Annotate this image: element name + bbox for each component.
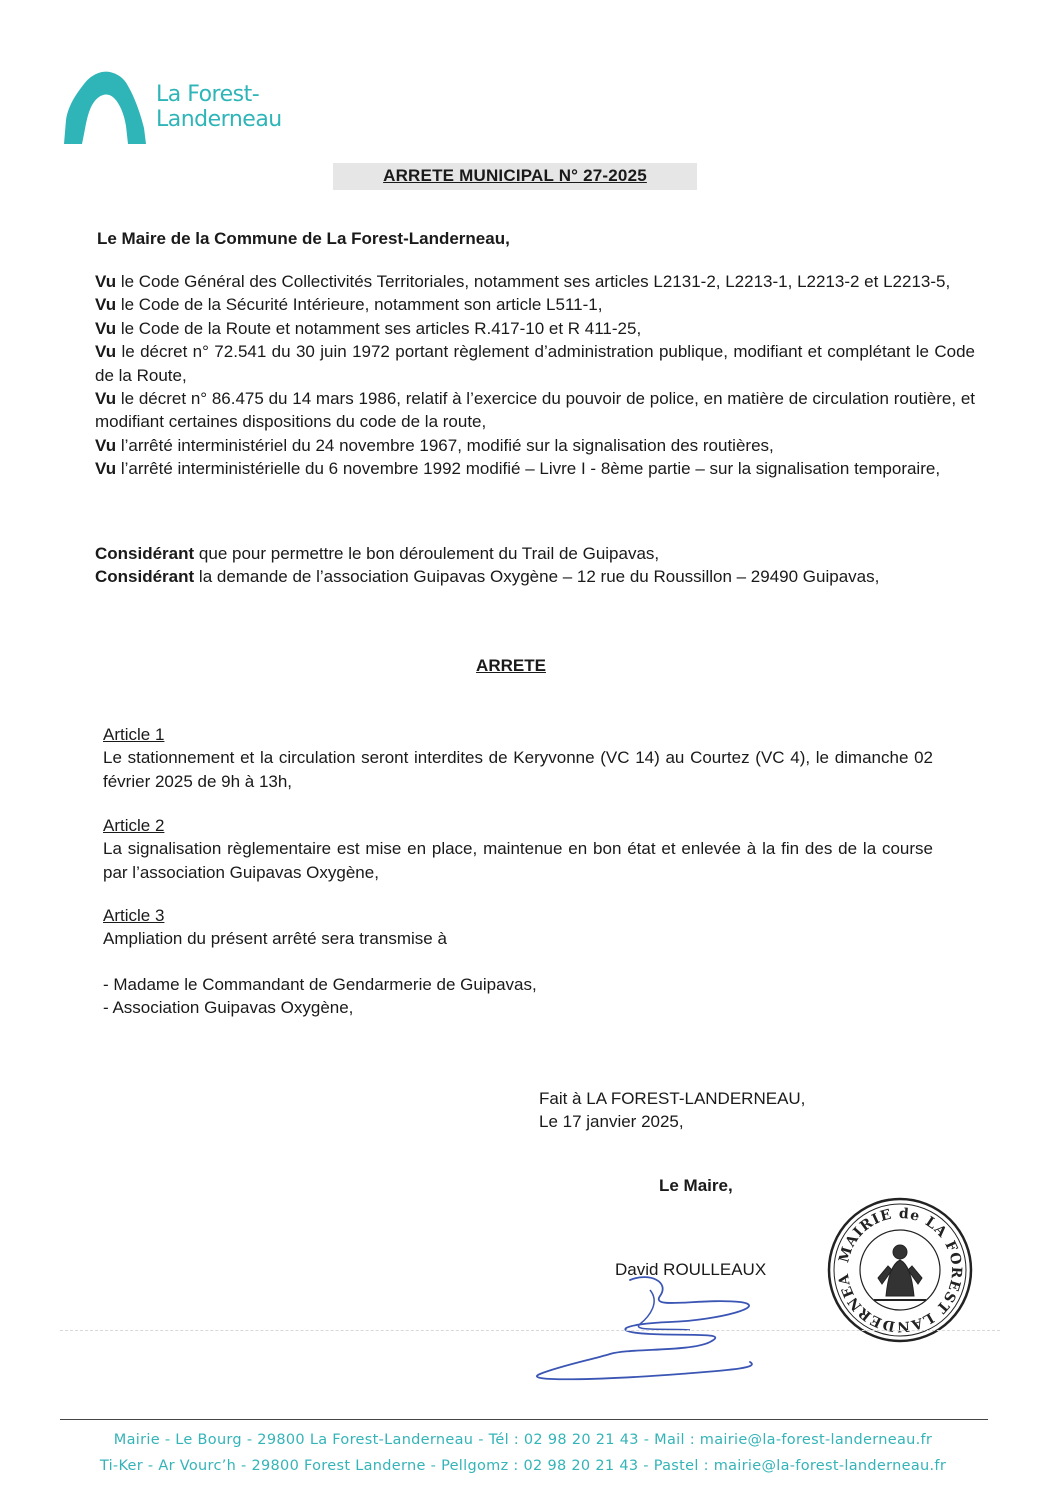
recipients-list bbox=[103, 973, 537, 1020]
vu-text: le décret n° 72.541 du 30 juin 1972 portant règlement d’administration publique, modifiant et complétant le Code de la Route, bbox=[95, 342, 975, 385]
stamp-ring-text: MAIRIE de LA FOREST LANDERNEA bbox=[835, 1205, 965, 1335]
article-2 bbox=[103, 814, 933, 884]
vu-lead: Vu bbox=[95, 318, 117, 338]
article-3 bbox=[103, 904, 933, 951]
considerant-lead: Considérant bbox=[95, 567, 195, 587]
vu-text: le décret n° 86.475 du 14 mars 1986, relatif à l’exercice du pouvoir de police, en matière de circulation routière, et modifiant certaines dispositions du code de la route, bbox=[95, 389, 975, 432]
vu-lead: Vu bbox=[95, 272, 117, 291]
mayor-intro: Le Maire de la Commune de La Forest-Landerneau, bbox=[97, 229, 510, 248]
footer-line-breton: Ti-Ker - Ar Vourc’h - 29800 Forest Landerne - Pellgomz : 02 98 20 21 43 - Pastel : mairie@la-forest-landerneau.fr bbox=[99, 1458, 947, 1474]
vu-clause bbox=[95, 317, 975, 340]
vu-text: l’arrêté interministérielle du 6 novembre 1992 modifié – Livre I - 8ème partie – sur la signalisation temporaire, bbox=[116, 459, 941, 479]
article-heading: Article 3 bbox=[103, 906, 165, 925]
arch-rock-icon bbox=[62, 68, 152, 148]
footer-divider bbox=[60, 1419, 988, 1420]
vu-clause bbox=[95, 270, 975, 293]
place-line: Fait à LA FOREST-LANDERNEAU, bbox=[539, 1089, 806, 1108]
vu-clause bbox=[95, 293, 975, 316]
vu-text: le Code Général des Collectivités Territoriales, notamment ses articles L2131-2, L2213-1, L2213-2 et L2213-5, bbox=[116, 272, 951, 291]
place-date-block bbox=[539, 1087, 805, 1134]
vu-text: l’arrêté interministériel du 24 novembre 1967, modifié sur la signalisation des routières, bbox=[116, 435, 774, 455]
vu-clause bbox=[95, 340, 975, 387]
logo-line-2: Landerneau bbox=[156, 107, 282, 132]
logo-line-1: La Forest- bbox=[156, 82, 260, 107]
considerant-text: la demande de l’association Guipavas Oxygène – 12 rue du Roussillon – 29490 Guipavas, bbox=[194, 567, 880, 587]
considerant-clause bbox=[95, 565, 943, 588]
article-heading: Article 2 bbox=[103, 816, 165, 835]
mayor-label: Le Maire, bbox=[659, 1176, 733, 1195]
vu-lead: Vu bbox=[95, 435, 117, 455]
considerant-lead: Considérant bbox=[95, 544, 195, 563]
article-text: Le stationnement et la circulation seront interdites de Keryvonne (VC 14) au Courtez (VC 4), le dimanche 02 février 2025 de 9h à 13h, bbox=[103, 748, 933, 791]
vu-clause bbox=[95, 434, 975, 457]
vu-clause bbox=[95, 387, 975, 434]
vu-text: le Code de la Route et notamment ses articles R.417-10 et R 411-25, bbox=[116, 318, 642, 338]
article-text: Ampliation du présent arrêté sera transmise à bbox=[103, 929, 447, 949]
document-title: ARRETE MUNICIPAL N° 27-2025 bbox=[383, 166, 647, 185]
considerant-text: que pour permettre le bon déroulement du Trail de Guipavas, bbox=[194, 544, 660, 563]
considerant-clause bbox=[95, 542, 943, 565]
commune-logo bbox=[62, 68, 302, 148]
arrete-heading: ARRETE bbox=[476, 656, 546, 675]
considerations-list bbox=[95, 542, 943, 589]
footer-line-french: Mairie - Le Bourg - 29800 La Forest-Landerneau - Tél : 02 98 20 21 43 - Mail : mairie@la-forest-landerneau.fr bbox=[113, 1432, 933, 1448]
date-line: Le 17 janvier 2025, bbox=[539, 1112, 684, 1132]
list-item: - Madame le Commandant de Gendarmerie de Guipavas, bbox=[103, 975, 537, 994]
vu-lead: Vu bbox=[95, 389, 117, 409]
official-stamp bbox=[826, 1196, 974, 1344]
vu-lead: Vu bbox=[95, 459, 117, 479]
article-heading: Article 1 bbox=[103, 725, 165, 744]
vu-lead: Vu bbox=[95, 342, 117, 362]
vu-lead: Vu bbox=[95, 295, 117, 315]
article-text: La signalisation règlementaire est mise en place, maintenue en bon état et enlevée à la fin des de la course par l’association Guipavas Oxygène, bbox=[103, 839, 933, 882]
vu-clause bbox=[95, 457, 975, 480]
legal-basis-list bbox=[95, 270, 975, 481]
list-item: - Association Guipavas Oxygène, bbox=[103, 998, 354, 1018]
handwritten-signature bbox=[500, 1262, 800, 1392]
signer-name: David ROULLEAUX bbox=[615, 1260, 767, 1279]
scan-artifact-line bbox=[60, 1330, 1000, 1331]
article-1 bbox=[103, 723, 933, 793]
vu-text: le Code de la Sécurité Intérieure, notamment son article L511-1, bbox=[116, 295, 603, 315]
